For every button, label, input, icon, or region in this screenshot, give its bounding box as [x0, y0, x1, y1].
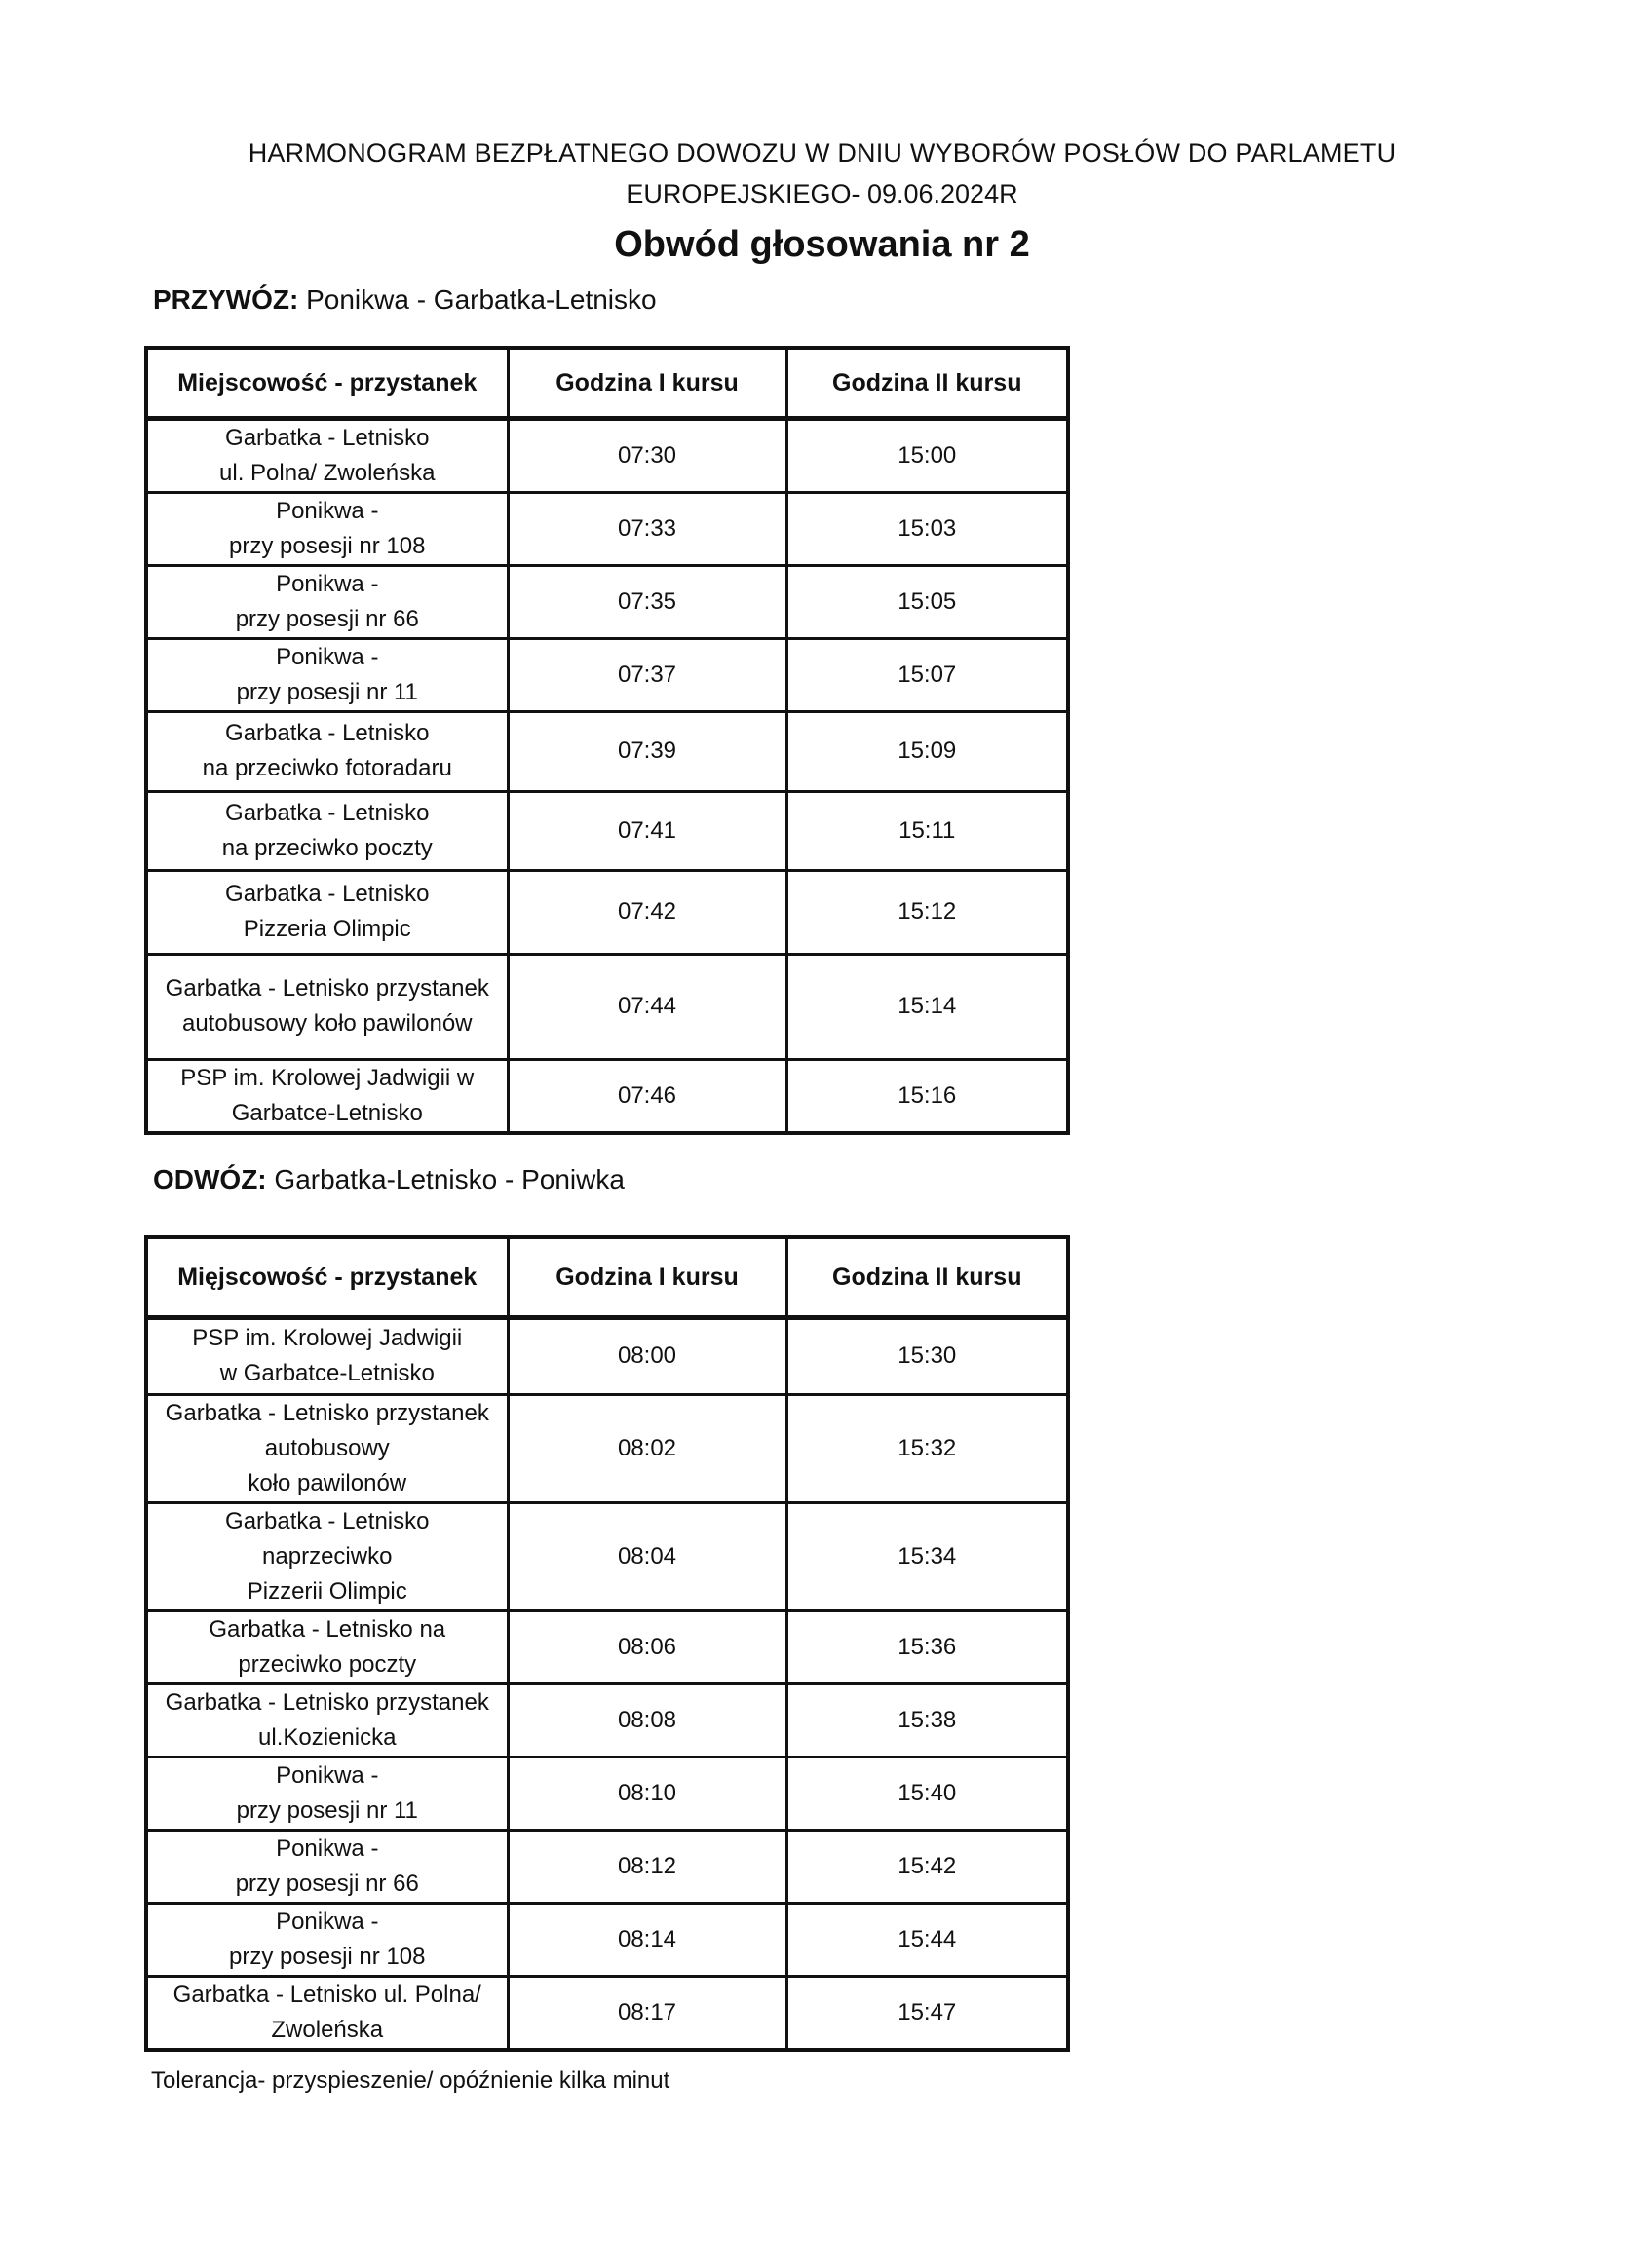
run1-time-cell: 08:04	[508, 1502, 786, 1610]
table-row	[146, 1317, 1068, 1394]
stop-name-line: przy posesji nr 66	[235, 605, 419, 632]
stop-cell	[146, 954, 508, 1059]
run1-time-cell: 08:12	[508, 1830, 786, 1903]
stop-cell	[146, 1059, 508, 1133]
stop-name-line: Garbatka - Letnisko przystanek	[165, 1399, 489, 1426]
stop-name-line: Garbatka - Letnisko	[225, 720, 430, 746]
stop-name-line: przy posesji nr 66	[235, 1870, 419, 1897]
stop-name-line: Garbatce-Letnisko	[231, 1099, 423, 1126]
przywoz-label: PRZYWÓZ:	[153, 284, 299, 315]
odwoz-label: ODWÓZ:	[153, 1164, 267, 1194]
stop-name-line: Garbatka - Letnisko przystanek	[165, 1688, 489, 1716]
run2-time-cell: 15:07	[786, 638, 1068, 711]
column-header-run1: Godzina I kursu	[508, 1237, 786, 1317]
table-row	[146, 791, 1068, 870]
stop-name-line: PSP im. Krolowej Jadwigii w	[180, 1064, 475, 1091]
stop-name-line: ul.Kozienicka	[258, 1723, 397, 1751]
run2-time-cell: 15:40	[786, 1757, 1068, 1830]
table-row	[146, 492, 1068, 565]
stop-cell	[146, 711, 508, 791]
column-header-run2: Godzina II kursu	[786, 1237, 1068, 1317]
table-row	[146, 565, 1068, 638]
stop-cell	[146, 492, 508, 565]
stop-name-line: Pizzeria Olimpic	[243, 916, 411, 942]
run2-time-cell: 15:44	[786, 1903, 1068, 1976]
run1-time-cell: 07:42	[508, 870, 786, 954]
column-header-run2: Godzina II kursu	[786, 348, 1068, 418]
stop-name-line: Garbatka - Letnisko	[225, 881, 430, 907]
stop-cell	[146, 565, 508, 638]
run1-time-cell: 07:33	[508, 492, 786, 565]
table-row	[146, 1903, 1068, 1976]
run2-time-cell: 15:14	[786, 954, 1068, 1059]
run1-time-cell: 08:10	[508, 1757, 786, 1830]
stop-cell	[146, 1610, 508, 1683]
run1-time-cell: 08:08	[508, 1683, 786, 1757]
table-row	[146, 870, 1068, 954]
stop-cell	[146, 1976, 508, 2050]
stop-cell	[146, 1317, 508, 1394]
stop-cell	[146, 1683, 508, 1757]
stop-cell	[146, 1903, 508, 1976]
przywoz-section-heading	[153, 284, 657, 316]
przywoz-schedule-table	[144, 346, 1070, 1135]
run2-time-cell: 15:05	[786, 565, 1068, 638]
run1-time-cell: 08:14	[508, 1903, 786, 1976]
run2-time-cell: 15:03	[786, 492, 1068, 565]
stop-cell	[146, 1830, 508, 1903]
stop-name-line: Pizzerii Olimpic	[247, 1577, 407, 1605]
stop-name-line: Garbatka - Letnisko przystanek	[165, 975, 489, 1002]
stop-name-line: przy posesji nr 11	[236, 678, 418, 705]
stop-name-line: autobusowy koło pawilonów	[181, 1010, 473, 1037]
run1-time-cell: 07:35	[508, 565, 786, 638]
run2-time-cell: 15:11	[786, 791, 1068, 870]
stop-cell	[146, 870, 508, 954]
run1-time-cell: 08:17	[508, 1976, 786, 2050]
document-title-line2: EUROPEJSKIEGO- 09.06.2024R	[626, 179, 1018, 208]
table-row	[146, 954, 1068, 1059]
stop-name-line: przy posesji nr 11	[236, 1796, 418, 1824]
stop-name-line: przeciwko poczty	[238, 1650, 417, 1678]
odwoz-section-heading	[153, 1164, 625, 1195]
stop-name-line: Garbatka - Letnisko	[225, 1507, 430, 1534]
run1-time-cell: 07:30	[508, 418, 786, 492]
run2-time-cell: 15:42	[786, 1830, 1068, 1903]
run2-time-cell: 15:34	[786, 1502, 1068, 1610]
stop-name-line: Ponikwa -	[276, 570, 379, 597]
stop-name-line: Garbatka - Letnisko na	[209, 1615, 446, 1643]
stop-name-line: Ponikwa -	[276, 1761, 379, 1789]
odwoz-route: Garbatka-Letnisko - Poniwka	[266, 1164, 625, 1194]
stop-name-line: przy posesji nr 108	[229, 532, 426, 559]
stop-cell	[146, 1394, 508, 1502]
stop-name-line: Ponikwa -	[276, 497, 379, 524]
stop-name-line: koło pawilonów	[248, 1469, 407, 1496]
table-row	[146, 1830, 1068, 1903]
run2-time-cell: 15:36	[786, 1610, 1068, 1683]
run1-time-cell: 07:44	[508, 954, 786, 1059]
stop-cell	[146, 638, 508, 711]
run1-time-cell: 08:02	[508, 1394, 786, 1502]
stop-name-line: Ponikwa -	[276, 643, 379, 670]
stop-name-line: na przeciwko fotoradaru	[202, 755, 452, 781]
run1-time-cell: 07:46	[508, 1059, 786, 1133]
run1-time-cell: 08:06	[508, 1610, 786, 1683]
column-header-run1: Godzina I kursu	[508, 348, 786, 418]
table-row	[146, 1683, 1068, 1757]
run1-time-cell: 07:37	[508, 638, 786, 711]
run1-time-cell: 07:39	[508, 711, 786, 791]
run2-time-cell: 15:32	[786, 1394, 1068, 1502]
run2-time-cell: 15:47	[786, 1976, 1068, 2050]
stop-name-line: ul. Polna/ Zwoleńska	[219, 459, 436, 486]
column-header-stop: Mięjscowość - przystanek	[146, 1237, 508, 1317]
table-header-row	[146, 348, 1068, 418]
document-title-line1: HARMONOGRAM BEZPŁATNEGO DOWOZU W DNIU WYBORÓW POSŁÓW DO PARLAMETU	[248, 138, 1396, 168]
run2-time-cell: 15:38	[786, 1683, 1068, 1757]
odwoz-schedule-table	[144, 1235, 1070, 2052]
stop-cell	[146, 1757, 508, 1830]
run1-time-cell: 07:41	[508, 791, 786, 870]
run1-time-cell: 08:00	[508, 1317, 786, 1394]
stop-name-line: przy posesji nr 108	[229, 1943, 426, 1970]
table-row	[146, 1610, 1068, 1683]
run2-time-cell: 15:30	[786, 1317, 1068, 1394]
table-row	[146, 1502, 1068, 1610]
stop-name-line: w Garbatce-Letnisko	[219, 1360, 435, 1386]
stop-name-line: PSP im. Krolowej Jadwigii	[192, 1325, 463, 1351]
przywoz-route: Ponikwa - Garbatka-Letnisko	[298, 284, 657, 315]
table-row	[146, 638, 1068, 711]
stop-name-line: Garbatka - Letnisko	[225, 424, 430, 451]
run2-time-cell: 15:09	[786, 711, 1068, 791]
stop-name-line: autobusowy	[264, 1434, 390, 1461]
run2-time-cell: 15:16	[786, 1059, 1068, 1133]
stop-name-line: Ponikwa -	[276, 1834, 379, 1862]
stop-name-line: Garbatka - Letnisko ul. Polna/	[172, 1981, 481, 2008]
column-header-stop: Miejscowość - przystanek	[146, 348, 508, 418]
table-row	[146, 1059, 1068, 1133]
stop-name-line: Zwoleńska	[271, 2016, 384, 2043]
table-row	[146, 711, 1068, 791]
stop-name-line: Garbatka - Letnisko	[225, 799, 430, 826]
stop-name-line: Ponikwa -	[276, 1908, 379, 1935]
table-header-row	[146, 1237, 1068, 1317]
stop-cell	[146, 791, 508, 870]
table-row	[146, 1757, 1068, 1830]
table-row	[146, 1394, 1068, 1502]
stop-name-line: na przeciwko poczty	[221, 834, 433, 861]
table-row	[146, 418, 1068, 492]
table-row	[146, 1976, 1068, 2050]
stop-cell	[146, 1502, 508, 1610]
stop-cell	[146, 418, 508, 492]
run2-time-cell: 15:12	[786, 870, 1068, 954]
run2-time-cell: 15:00	[786, 418, 1068, 492]
voting-district-heading: Obwód głosowania nr 2	[614, 224, 1030, 265]
stop-name-line: naprzeciwko	[262, 1542, 393, 1569]
tolerance-note: Tolerancja- przyspieszenie/ opóźnienie kilka minut	[151, 2067, 670, 2094]
